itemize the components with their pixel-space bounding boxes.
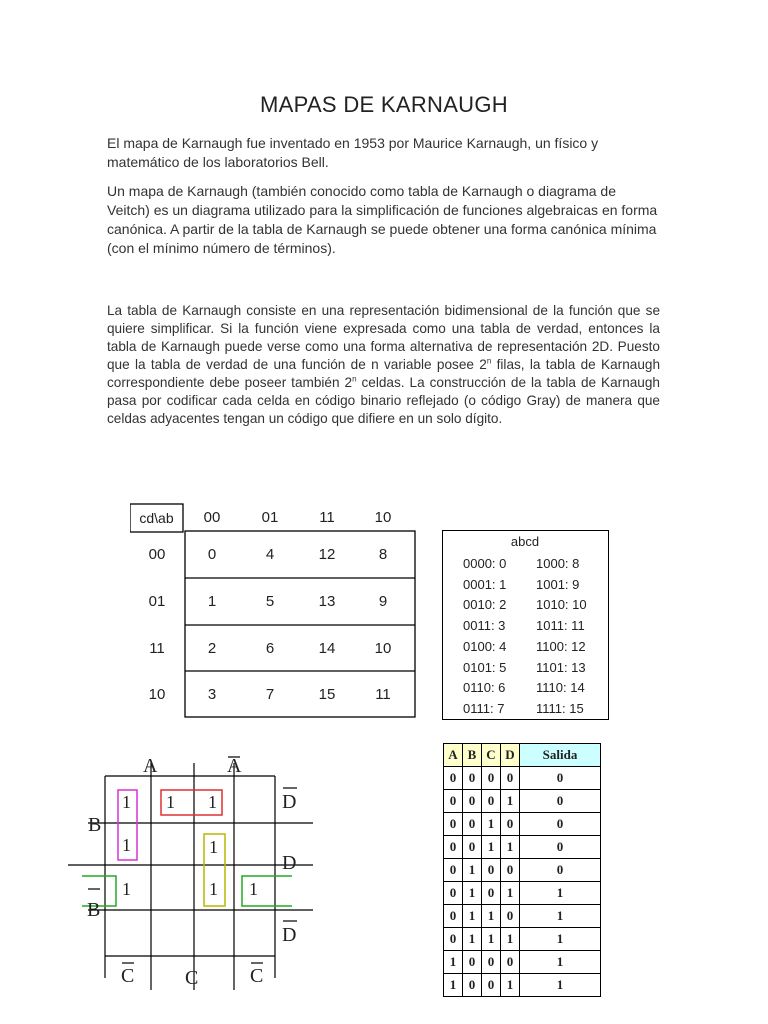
binary-code: 0010: 2 xyxy=(463,597,507,613)
binary-code: 1101: 13 xyxy=(536,659,586,675)
label-c-not: C xyxy=(250,965,264,987)
kmap-row-header: 10 xyxy=(148,686,166,703)
truth-table-row xyxy=(444,836,601,859)
truth-table-cell: 0 xyxy=(482,951,501,974)
truth-table-header: C xyxy=(482,744,501,767)
cell-one: 1 xyxy=(249,879,258,899)
truth-table-header: A xyxy=(444,744,463,767)
binary-code: 1001: 9 xyxy=(536,576,580,592)
truth-table-cell: 0 xyxy=(463,951,482,974)
truth-table-cell: 0 xyxy=(501,859,520,882)
kmap-row-header: 00 xyxy=(148,546,166,563)
truth-table-cell: 0 xyxy=(444,859,463,882)
truth-table-cell: 0 xyxy=(501,767,520,790)
label-b: B xyxy=(88,814,102,836)
kmap-col-header: 11 xyxy=(319,509,335,526)
kmap-row-header: 11 xyxy=(149,640,165,657)
truth-table-cell: 0 xyxy=(463,836,482,859)
label-a: A xyxy=(143,755,158,777)
kmap-cell: 1 xyxy=(207,593,217,610)
truth-table-cell: 1 xyxy=(463,905,482,928)
kmap-col-header: 01 xyxy=(261,509,279,526)
truth-table-cell: 0 xyxy=(482,882,501,905)
binary-code: 0111: 7 xyxy=(463,700,505,716)
label-b-not: B xyxy=(87,899,101,921)
label-d: D xyxy=(282,852,297,874)
truth-table-cell: 1 xyxy=(444,951,463,974)
truth-table-cell: 0 xyxy=(482,859,501,882)
truth-table-cell: 0 xyxy=(444,767,463,790)
truth-table-header: Salida xyxy=(520,744,601,767)
kmap-row-header: 01 xyxy=(148,593,166,610)
truth-table-cell: 0 xyxy=(482,974,501,997)
truth-table-cell: 0 xyxy=(520,859,601,882)
binary-code: 1000: 8 xyxy=(536,556,580,571)
truth-table-cell: 0 xyxy=(520,836,601,859)
truth-table-cell: 1 xyxy=(520,928,601,951)
kmap-col-header: 00 xyxy=(203,509,221,526)
truth-table-cell: 1 xyxy=(482,836,501,859)
truth-table xyxy=(443,743,601,997)
kmap-cell: 2 xyxy=(207,640,217,657)
truth-table-cell: 0 xyxy=(520,767,601,790)
truth-table-cell: 1 xyxy=(501,836,520,859)
binary-code: 0100: 4 xyxy=(463,638,507,654)
cell-one: 1 xyxy=(208,792,217,812)
truth-table-cell: 1 xyxy=(482,905,501,928)
truth-table-cell: 0 xyxy=(520,790,601,813)
truth-table-cell: 1 xyxy=(463,928,482,951)
cell-one: 1 xyxy=(122,879,131,899)
kmap-cell: 6 xyxy=(265,640,275,657)
truth-table-cell: 0 xyxy=(501,813,520,836)
truth-table-row xyxy=(444,905,601,928)
label-c-not: C xyxy=(121,965,135,987)
cell-one: 1 xyxy=(209,879,218,899)
kmap-cell: 11 xyxy=(375,686,391,703)
kmap-corner-label: cd\ab xyxy=(139,510,174,526)
page-title: MAPAS DE KARNAUGH xyxy=(260,92,508,117)
binary-code: 0011: 3 xyxy=(463,618,506,634)
truth-table-cell: 1 xyxy=(501,974,520,997)
cell-one: 1 xyxy=(122,792,131,812)
binary-code: 0101: 5 xyxy=(463,659,507,675)
cell-one: 1 xyxy=(122,835,131,855)
truth-table-cell: 0 xyxy=(482,790,501,813)
kmap-cell: 5 xyxy=(265,593,275,610)
kmap-cell: 15 xyxy=(318,686,336,703)
truth-table-cell: 1 xyxy=(501,928,520,951)
truth-table-row xyxy=(444,790,601,813)
truth-table-cell: 1 xyxy=(444,974,463,997)
label-c: C xyxy=(185,967,199,989)
truth-table-cell: 0 xyxy=(463,767,482,790)
binary-code: 1100: 12 xyxy=(536,638,586,654)
karnaugh-map-groups xyxy=(68,748,328,990)
binary-code: 1010: 10 xyxy=(536,597,587,613)
truth-table-row xyxy=(444,928,601,951)
kmap-cell: 13 xyxy=(318,593,336,610)
truth-table-row xyxy=(444,813,601,836)
truth-table-cell: 1 xyxy=(463,859,482,882)
binary-code: 1110: 14 xyxy=(536,680,585,696)
truth-table-cell: 1 xyxy=(501,790,520,813)
truth-table-cell: 0 xyxy=(444,882,463,905)
kmap-cell: 12 xyxy=(318,546,336,563)
truth-table-cell: 0 xyxy=(463,813,482,836)
karnaugh-map-numeric xyxy=(130,503,420,723)
paragraph-description: La tabla de Karnaugh consiste en una representación bidimensional de la función que se quiere simplificar. Si la función viene expresada como una tabla de verdad, entonces la tabla de Karnaugh puede verse como una forma alternativa de representación 2D. Puesto que la tabla de verdad de una función de n variable posee 2$^n$ filas, la tabla de Karnaugh correspondiente debe poseer también 2$^n$ celdas. La construcción de la tabla de Karnaugh pasa por codificar cada celda en código binario reflejado (o código Gray) de manera que celdas adyacentes tengan un código que difiere en un solo dígito. xyxy=(107,303,661,426)
truth-table-cell: 1 xyxy=(482,813,501,836)
cell-one: 1 xyxy=(166,792,175,812)
kmap-cell: 0 xyxy=(207,546,217,563)
truth-table-cell: 1 xyxy=(482,928,501,951)
binary-code: 0001: 1 xyxy=(463,576,507,592)
truth-table-row xyxy=(444,974,601,997)
truth-table-cell: 0 xyxy=(501,905,520,928)
binary-code: 1011: 11 xyxy=(536,618,585,634)
truth-table-cell: 0 xyxy=(463,790,482,813)
binary-list-header: abcd xyxy=(510,534,540,549)
paragraph-intro: El mapa de Karnaugh fue inventado en 1953 por Maurice Karnaugh, un físico y matemático de los laboratorios Bell. xyxy=(107,135,599,170)
kmap-cell: 8 xyxy=(378,546,388,563)
truth-table-row xyxy=(444,859,601,882)
kmap-cell: 9 xyxy=(378,593,388,610)
kmap-cell: 7 xyxy=(265,686,275,703)
truth-table-cell: 0 xyxy=(444,790,463,813)
label-a-not: A xyxy=(227,755,242,777)
cell-one: 1 xyxy=(209,837,218,857)
label-d-not: D xyxy=(282,791,297,813)
kmap-cell: 4 xyxy=(265,546,275,563)
kmap-cell: 14 xyxy=(318,640,336,657)
truth-table-row xyxy=(444,882,601,905)
binary-code-list xyxy=(442,530,609,720)
truth-table-cell: 1 xyxy=(520,974,601,997)
binary-code: 1111: 15 xyxy=(536,700,584,716)
truth-table-cell: 0 xyxy=(444,836,463,859)
truth-table-cell: 0 xyxy=(444,905,463,928)
truth-table-row xyxy=(444,951,601,974)
truth-table-header: B xyxy=(463,744,482,767)
truth-table-cell: 0 xyxy=(444,928,463,951)
truth-table-header: D xyxy=(501,744,520,767)
binary-code: 0000: 0 xyxy=(463,556,507,571)
kmap-col-header: 10 xyxy=(374,509,392,526)
truth-table-cell: 1 xyxy=(520,905,601,928)
truth-table-cell: 0 xyxy=(463,974,482,997)
truth-table-cell: 1 xyxy=(501,882,520,905)
binary-code: 0110: 6 xyxy=(463,680,506,696)
truth-table-cell: 0 xyxy=(520,813,601,836)
kmap-cell: 3 xyxy=(207,686,217,703)
kmap-cell: 10 xyxy=(374,640,392,657)
truth-table-cell: 1 xyxy=(520,882,601,905)
truth-table-cell: 0 xyxy=(482,767,501,790)
truth-table-cell: 0 xyxy=(444,813,463,836)
truth-table-cell: 1 xyxy=(520,951,601,974)
truth-table-cell: 0 xyxy=(501,951,520,974)
paragraph-definition: Un mapa de Karnaugh (también conocido como tabla de Karnaugh o diagrama de Veitch) es un diagrama utilizado para la simplificación de funciones algebraicas en forma canónica. A partir de la tabla de Karnaugh se puede obtener una forma canónica mínima (con el mínimo número de términos). xyxy=(107,183,658,256)
truth-table-cell: 1 xyxy=(463,882,482,905)
label-d-not: D xyxy=(282,924,297,946)
truth-table-row xyxy=(444,767,601,790)
